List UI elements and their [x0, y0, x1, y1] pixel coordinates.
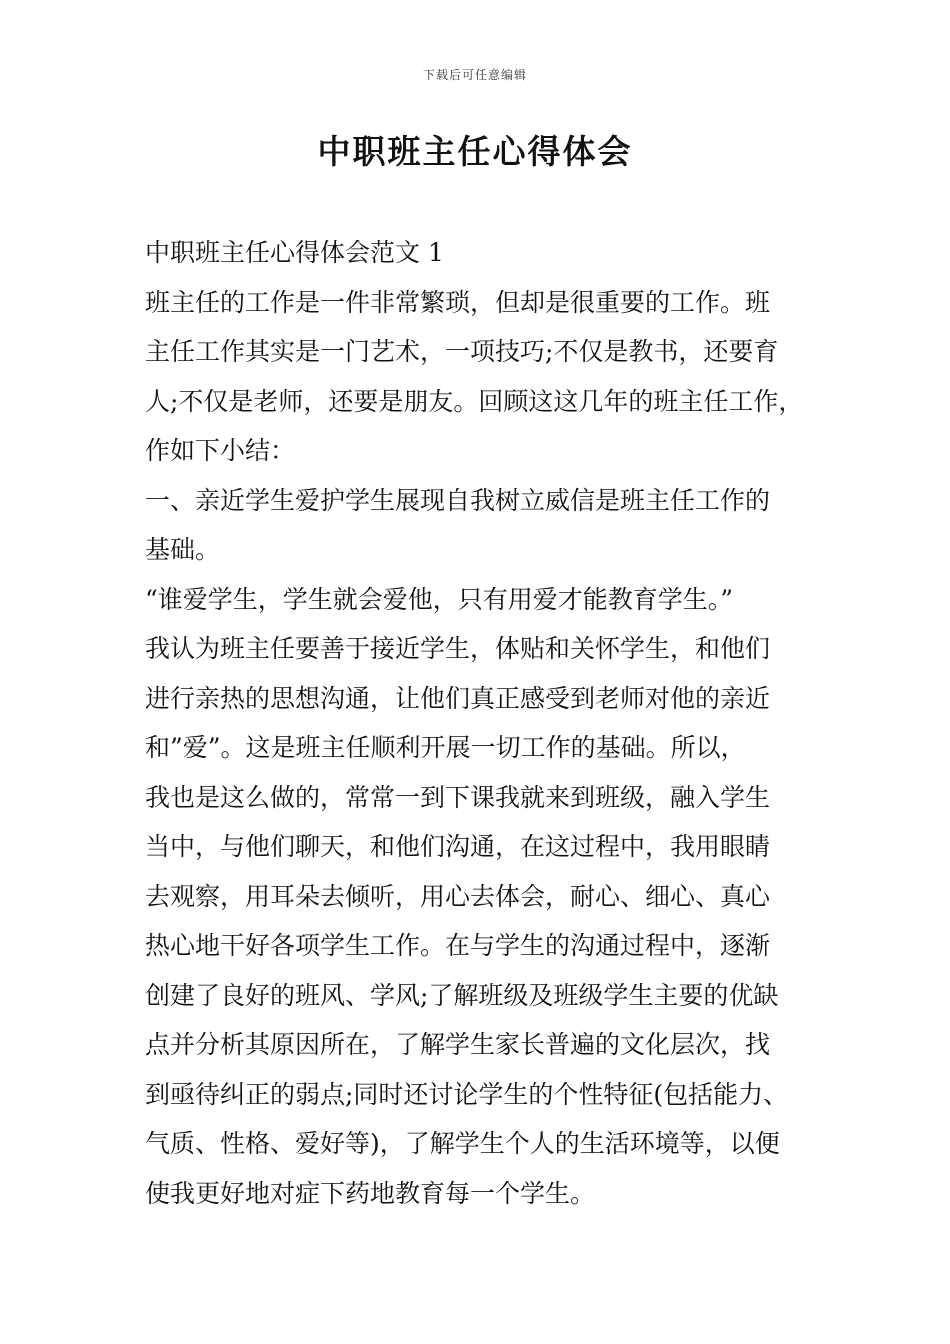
text-line: 和”爱”。这是班主任顺利开展一切工作的基础。所以，	[145, 733, 746, 762]
header-note: 下载后可任意编辑	[422, 68, 527, 82]
subheading-line: 一、亲近学生爱护学生展现自我树立威信是班主任工作的	[145, 485, 771, 515]
text-line: 创建了良好的班风、学风;了解班级及班级学生主要的优缺	[145, 980, 779, 1010]
text-line: 进行亲热的思想沟通，让他们真正感受到老师对他的亲近	[145, 683, 771, 713]
text-line: 人;不仅是老师，还要是朋友。回顾这这几年的班主任工作，	[145, 386, 804, 416]
text-line: 作如下小结：	[145, 436, 296, 465]
text-line: 使我更好地对症下药地教育每一个学生。	[145, 1178, 596, 1208]
section-heading: 中职班主任心得体会范文 1	[145, 238, 444, 267]
subheading-line: 基础。	[145, 535, 221, 564]
document-body	[145, 228, 810, 1218]
text-line: 我也是这么做的，常常一到下课我就来到班级，融入学生	[145, 782, 771, 812]
text-line: 去观察，用耳朵去倾听，用心去体会，耐心、细心、真心	[145, 881, 771, 911]
text-line: 班主任的工作是一件非常繁琐，但却是很重要的工作。班	[145, 287, 771, 317]
text-line: 我认为班主任要善于接近学生，体贴和关怀学生，和他们	[145, 634, 771, 663]
text-line: 热心地干好各项学生工作。在与学生的沟通过程中，逐渐	[145, 931, 771, 960]
text-line: 当中，与他们聊天，和他们沟通，在这过程中，我用眼睛	[145, 832, 771, 861]
quote-line: “谁爱学生，学生就会爱他，只有用爱才能教育学生。”	[145, 584, 734, 614]
text-line: 气质、性格、爱好等)，了解学生个人的生活环境等，以便	[145, 1129, 780, 1158]
text-line: 主任工作其实是一门艺术，一项技巧;不仅是教书，还要育	[145, 337, 779, 366]
text-line: 点并分析其原因所在，了解学生家长普遍的文化层次，找	[145, 1030, 771, 1059]
text-line: 到亟待纠正的弱点;同时还讨论学生的个性特征(包括能力、	[145, 1079, 789, 1109]
document-title: 中职班主任心得体会	[317, 132, 633, 171]
